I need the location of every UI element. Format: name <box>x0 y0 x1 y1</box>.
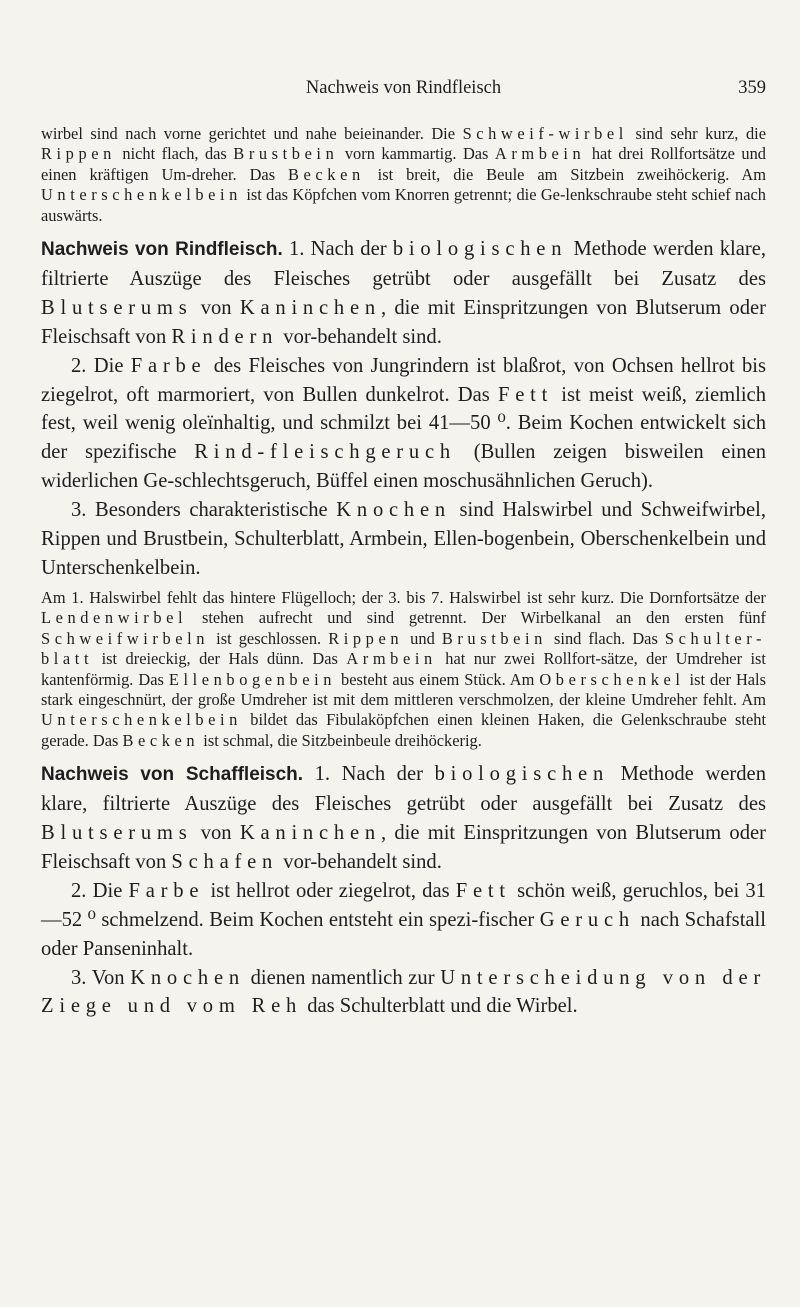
rindfleisch-bone-details: Am 1. Halswirbel fehlt das hintere Flügelloch; der 3. bis 7. Halswirbel ist sehr kurz. Die Dornfortsätze der Lendenwirbel stehen aufrecht und sind getrennt. Der Wirbelkanal an den ersten fünf Schweifwirbeln ist geschlossen. Rippen und Brustbein sind flach. Das Schulter-blatt ist dreieckig, der Hals dünn. Das Armbein hat nur zwei Rollfort-sätze, der Umdreher ist kantenförmig. Das Ellenbogenbein besteht aus einem Stück. Am Oberschenkel ist der Hals stark eingeschnürt, der große Umdreher ist mit dem mittleren verschmolzen, der kleine Umdreher fehlt. Am Unterschenkelbein bildet das Fibulaköpfchen einen kleinen Haken, die Gelenkschraube steht gerade. Das Becken ist schmal, die Sitzbeinbeule dreihöckerig. <box>41 587 767 750</box>
term-becken: Becken <box>288 164 365 184</box>
page-body <box>41 124 766 1021</box>
term-schweifwirbel: Schweif-wirbel <box>462 124 628 143</box>
term-unterschenkelbein: Unterschenkelbein <box>41 185 242 205</box>
section-heading-rindfleisch: Nachweis von Rindfleisch. <box>41 239 283 261</box>
rindfleisch-paragraph-3: 3. Besonders charakteristische Knochen sind Halswirbel und Schweifwirbel, Rippen und Brustbein, Schulterblatt, Armbein, Ellen-bogenbein, Oberschenkelbein und Unterschenkelbein. <box>41 499 766 579</box>
schaffleisch-paragraph-3: 3. Von Knochen dienen namentlich zur Unterscheidung von der Ziege und vom Reh das Schulterblatt und die Wirbel. <box>41 966 766 1018</box>
page-number: 359 <box>738 78 766 98</box>
schaffleisch-paragraph-1: Nachweis von Schaffleisch. 1. Nach der biologischen Methode werden klare, filtrierte Auszüge des Fleisches getrübt oder ausgefällt bei Zusatz des Blutserums von Kaninchen, die mit Einspritzungen von Blutserum oder Fleischsaft von Schafen vor-behandelt sind. <box>41 763 766 873</box>
term-rippen: Rippen <box>41 144 116 164</box>
term-armbein: Armbein <box>494 144 586 164</box>
running-header <box>41 78 766 104</box>
running-title: Nachweis von Rindfleisch <box>305 78 502 98</box>
paragraph-continued: wirbel sind nach vorne gerichtet und nahe beieinander. Die Schweif-wirbel sind sehr kurz, die Rippen nicht flach, das Brustbein vorn kammartig. Das Armbein hat drei Rollfortsätze und einen kräftigen Um-dreher. Das Becken ist breit, die Beule am Sitzbein zweihöckerig. Am Unterschenkelbein ist das Köpfchen vom Knorren getrennt; die Ge-lenkschraube steht schief nach auswärts. <box>41 124 766 225</box>
schaffleisch-paragraph-2: 2. Die Farbe ist hellrot oder ziegelrot, das Fett schön weiß, geruchlos, bei 31—52 ⁰ schmelzend. Beim Kochen entsteht ein spezi-fischer Geruch nach Schafstall oder Panseninhalt. <box>41 879 766 960</box>
rindfleisch-paragraph-1: Nachweis von Rindfleisch. 1. Nach der biologischen Methode werden klare, filtrierte Auszüge des Fleisches getrübt oder ausgefällt bei Zusatz des Blutserums von Kaninchen, die mit Einspritzungen von Blutserum oder Fleischsaft von Rindern vor-behandelt sind. <box>41 238 767 348</box>
rindfleisch-paragraph-2: 2. Die Farbe des Fleisches von Jungrindern ist blaßrot, von Ochsen hellrot bis ziegelrot, oft marmoriert, von Bullen dunkelrot. Das Fett ist meist weiß, ziemlich fest, weil wenig oleïnhaltig, und schmilzt bei 41—50 ⁰. Beim Kochen entwickelt sich der spezifische Rind-fleischgeruch (Bullen zeigen bisweilen einen widerlichen Ge-schlechtsgeruch, Büffel einen moschusähnlichen Geruch). <box>41 354 767 493</box>
section-heading-schaffleisch: Nachweis von Schaffleisch. <box>41 764 304 786</box>
term-brustbein: Brustbein <box>233 144 339 164</box>
